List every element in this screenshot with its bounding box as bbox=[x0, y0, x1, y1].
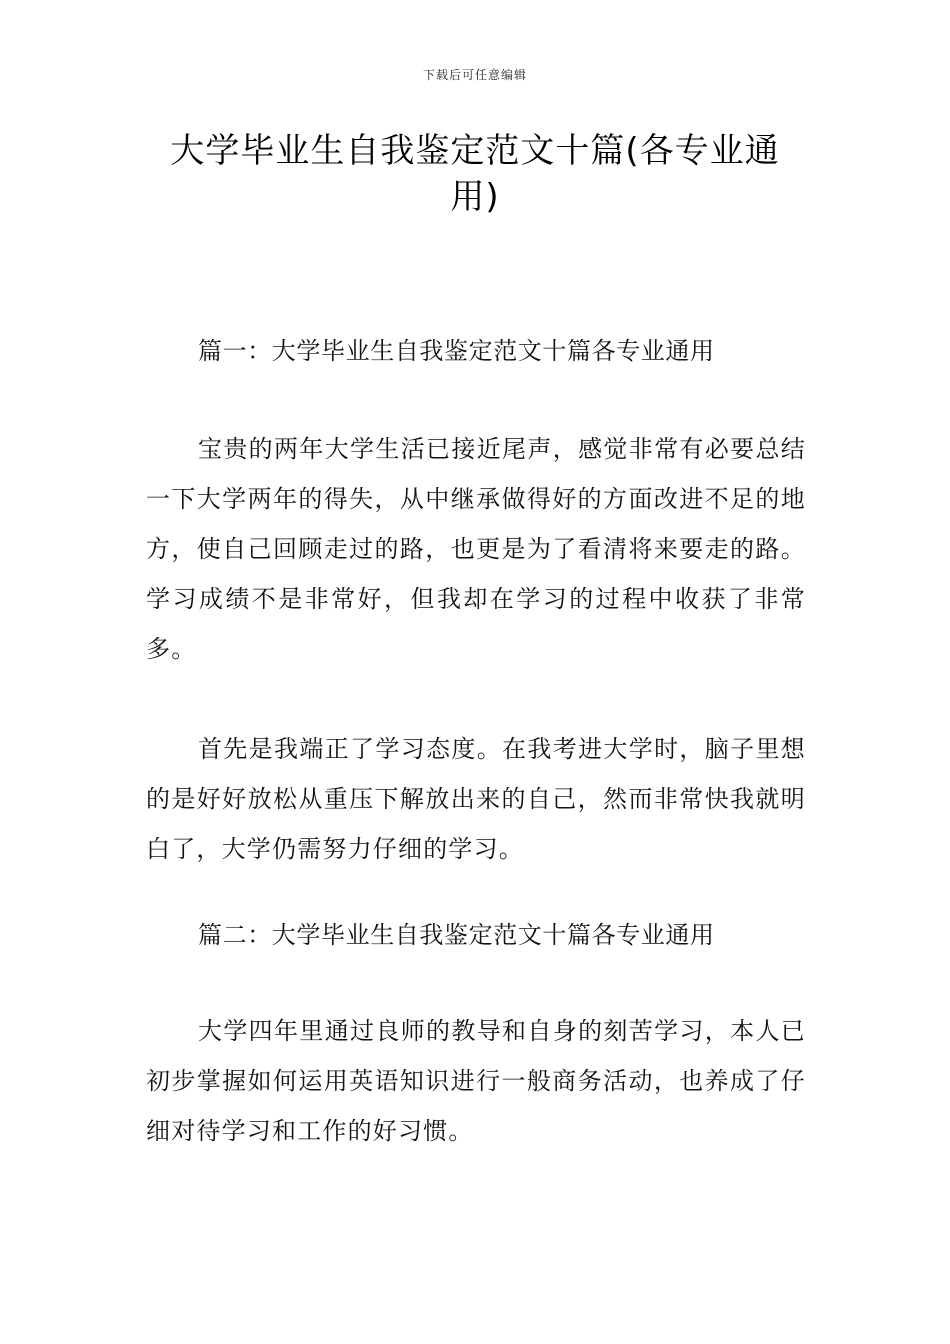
document-title: 大学毕业生自我鉴定范文十篇(各专业通用) bbox=[170, 131, 780, 217]
document-body bbox=[146, 326, 806, 1156]
section-heading-2: 篇二：大学毕业生自我鉴定范文十篇各专业通用 bbox=[198, 921, 715, 949]
header-note: 下载后可任意编辑 bbox=[422, 68, 527, 82]
section-heading-1: 篇一：大学毕业生自我鉴定范文十篇各专业通用 bbox=[198, 337, 715, 365]
paragraph-3: 大学四年里通过良师的教导和自身的刻苦学习，本人已初步掌握如何运用英语知识进行一般商务活动，也养成了仔细对待学习和工作的好习惯。 bbox=[146, 1017, 806, 1145]
paragraph-1: 宝贵的两年大学生活已接近尾声，感觉非常有必要总结一下大学两年的得失，从中继承做得好的方面改进不足的地方，使自己回顾走过的路，也更是为了看清将来要走的路。学习成绩不是非常好，但我却在学习的过程中收获了非常多。 bbox=[146, 435, 806, 663]
paragraph-2: 首先是我端正了学习态度。在我考进大学时，脑子里想的是好好放松从重压下解放出来的自己，然而非常快我就明白了，大学仍需努力仔细的学习。 bbox=[146, 735, 806, 863]
